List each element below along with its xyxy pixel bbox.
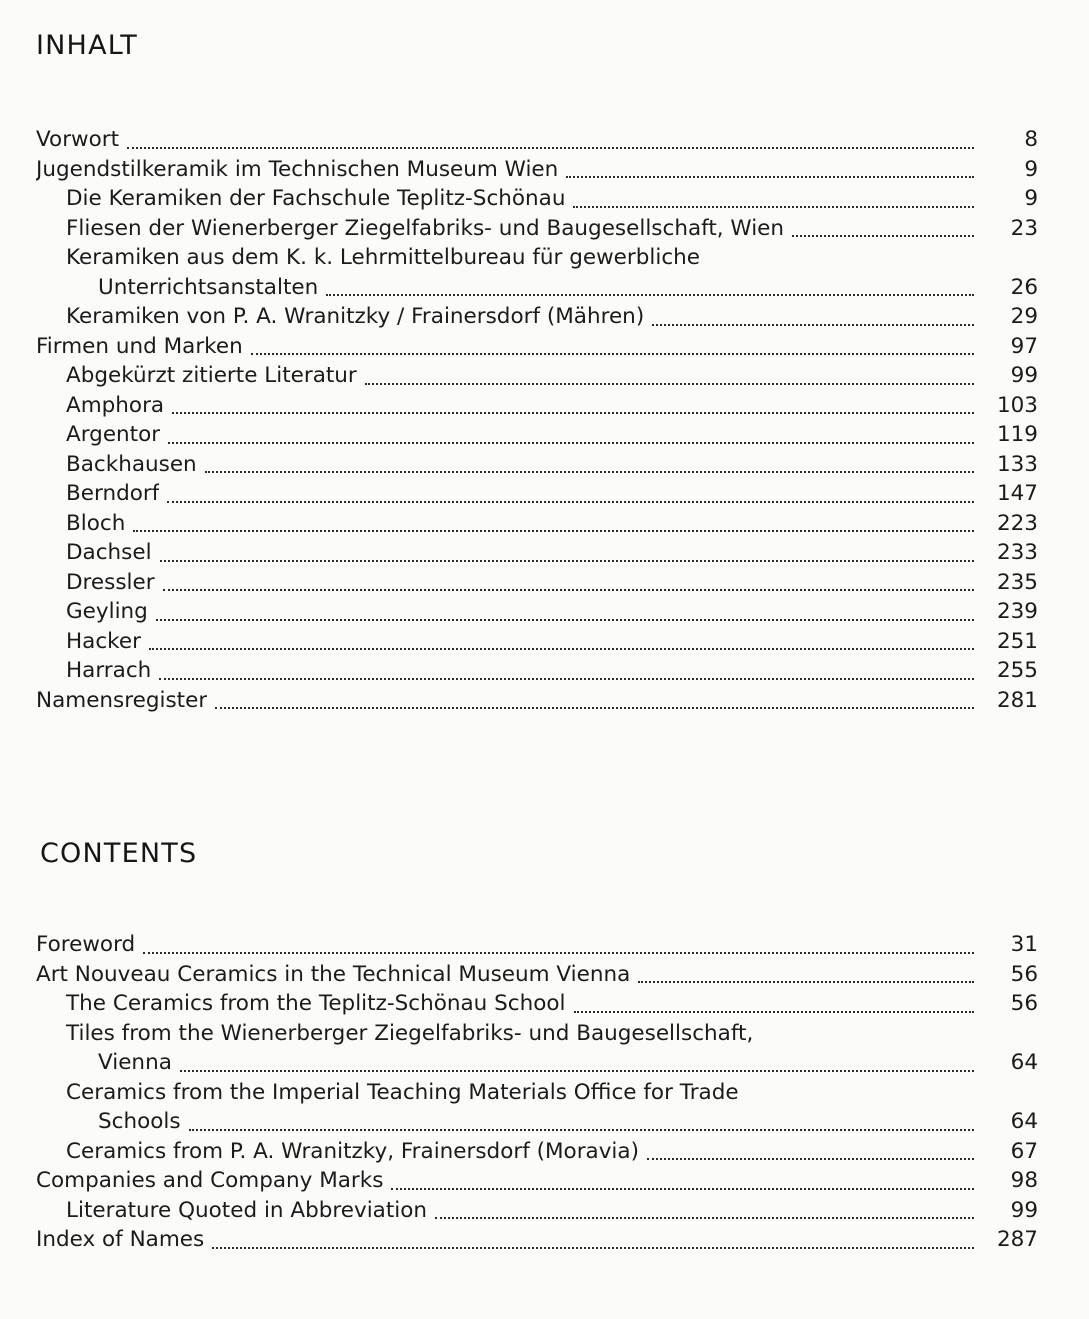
toc-page-number: 56	[1010, 991, 1038, 1016]
toc-page-number: 67	[1010, 1138, 1038, 1164]
toc-page-number: 251	[996, 628, 1038, 654]
toc-page-number: 255	[996, 658, 1038, 683]
toc-leader-dots	[215, 707, 974, 709]
toc-page-number: 133	[996, 451, 1038, 477]
toc-page-number: 235	[996, 569, 1038, 595]
toc-entry-label: Harrach	[66, 658, 152, 683]
toc-entry[interactable]	[36, 1078, 1038, 1137]
toc-page-number: 99	[1010, 363, 1038, 388]
toc-entry[interactable]	[36, 155, 1038, 185]
toc-entry[interactable]	[36, 332, 1038, 362]
toc-page-number: 64	[1010, 1050, 1038, 1075]
toc-entry[interactable]	[36, 125, 1038, 155]
toc-page-number: 287	[996, 1227, 1038, 1252]
toc-leader-dots	[133, 530, 974, 532]
toc-leader-dots	[168, 442, 974, 444]
toc-entry-label: Jugendstilkeramik im Technischen Museum Wien	[36, 156, 559, 182]
toc-entry-label: Tiles from the Wienerberger Ziegelfabriks- und Baugesellschaft,	[66, 1020, 754, 1046]
toc-leader-dots	[391, 1188, 974, 1190]
toc-page-number: 29	[1010, 304, 1038, 329]
toc-entry[interactable]	[36, 1137, 1038, 1167]
toc-leader-dots	[163, 589, 974, 591]
toc-entry[interactable]	[36, 597, 1038, 627]
toc-page-number: 99	[1010, 1197, 1038, 1223]
toc-leader-dots	[212, 1247, 974, 1249]
toc-page-number: 281	[996, 687, 1038, 713]
table-of-contents-english	[36, 930, 1038, 1255]
section-heading-inhalt: INHALT	[36, 30, 138, 61]
toc-page-number: 119	[996, 422, 1038, 447]
toc-leader-dots	[647, 1158, 974, 1160]
toc-entry[interactable]	[36, 1225, 1038, 1255]
toc-leader-dots	[167, 501, 974, 503]
toc-entry[interactable]	[36, 243, 1038, 302]
toc-entry[interactable]	[36, 450, 1038, 480]
toc-page-number: 64	[1010, 1109, 1038, 1134]
toc-page-number: 233	[996, 540, 1038, 565]
toc-entry-label: Backhausen	[66, 451, 197, 477]
toc-entry[interactable]	[36, 479, 1038, 509]
toc-entry[interactable]	[36, 989, 1038, 1019]
toc-page-number: 9	[1024, 186, 1038, 211]
toc-entry-label: Argentor	[66, 422, 161, 447]
toc-leader-dots	[149, 648, 974, 650]
toc-page-number: 239	[996, 599, 1038, 624]
toc-entry-label: Geyling	[66, 599, 148, 624]
toc-entry-label: Hacker	[66, 628, 141, 654]
toc-page-number: 147	[996, 481, 1038, 506]
toc-entry-label: Keramiken von P. A. Wranitzky / Frainersdorf (Mähren)	[66, 304, 645, 329]
toc-entry-label: Amphora	[66, 392, 165, 418]
toc-leader-dots	[574, 1011, 975, 1013]
toc-entry-label-continued: Unterrichtsanstalten	[98, 274, 319, 300]
toc-page-number: 103	[996, 392, 1038, 418]
toc-entry-label: Vorwort	[36, 127, 120, 152]
toc-page-number: 23	[1010, 215, 1038, 241]
toc-entry[interactable]	[36, 627, 1038, 657]
toc-entry-label-continued: Vienna	[98, 1050, 172, 1075]
toc-entry-label: Dressler	[66, 569, 155, 595]
toc-leader-dots	[189, 1129, 974, 1131]
toc-entry[interactable]	[36, 391, 1038, 421]
toc-page-number: 56	[1010, 961, 1038, 987]
toc-entry[interactable]	[36, 1019, 1038, 1078]
toc-entry-label: Fliesen der Wienerberger Ziegelfabriks- und Baugesellschaft, Wien	[66, 215, 785, 241]
toc-entry-label: Firmen und Marken	[36, 333, 243, 359]
toc-entry[interactable]	[36, 184, 1038, 214]
toc-page-number: 98	[1010, 1168, 1038, 1193]
toc-entry-label: Keramiken aus dem K. k. Lehrmittelbureau für gewerbliche	[66, 245, 700, 270]
toc-entry[interactable]	[36, 1196, 1038, 1226]
toc-entry[interactable]	[36, 509, 1038, 539]
toc-page-number: 97	[1010, 333, 1038, 359]
toc-leader-dots	[326, 294, 974, 296]
toc-entry[interactable]	[36, 361, 1038, 391]
toc-entry[interactable]	[36, 656, 1038, 686]
toc-entry-label: Namensregister	[36, 687, 208, 713]
toc-leader-dots	[365, 383, 974, 385]
toc-leader-dots	[652, 324, 974, 326]
toc-entry-label: Ceramics from P. A. Wranitzky, Frainersdorf (Moravia)	[66, 1138, 639, 1164]
toc-leader-dots	[792, 235, 974, 237]
table-of-contents-german	[36, 125, 1038, 715]
toc-leader-dots	[127, 147, 974, 149]
toc-entry-label: Companies and Company Marks	[36, 1168, 384, 1193]
toc-entry-label: Art Nouveau Ceramics in the Technical Museum Vienna	[36, 961, 631, 987]
toc-leader-dots	[156, 619, 974, 621]
section-heading-contents: CONTENTS	[40, 838, 198, 869]
toc-page-number: 223	[996, 510, 1038, 536]
toc-page-number: 9	[1024, 156, 1038, 182]
toc-leader-dots	[180, 1070, 974, 1072]
toc-entry-label: Literature Quoted in Abbreviation	[66, 1197, 428, 1223]
toc-entry[interactable]	[36, 420, 1038, 450]
toc-entry-label: Die Keramiken der Fachschule Teplitz-Schönau	[66, 186, 566, 211]
toc-leader-dots	[566, 176, 974, 178]
toc-entry[interactable]	[36, 1166, 1038, 1196]
toc-page-number: 8	[1024, 127, 1038, 152]
toc-leader-dots	[205, 471, 974, 473]
toc-leader-dots	[172, 412, 974, 414]
toc-entry-label: Foreword	[36, 932, 136, 957]
toc-entry[interactable]	[36, 960, 1038, 990]
toc-leader-dots	[638, 981, 974, 983]
toc-entry-label: Bloch	[66, 510, 126, 536]
toc-entry[interactable]	[36, 686, 1038, 716]
toc-leader-dots	[143, 952, 974, 954]
toc-page-number: 31	[1010, 932, 1038, 957]
toc-leader-dots	[573, 206, 974, 208]
toc-entry-label: The Ceramics from the Teplitz-Schönau School	[66, 991, 566, 1016]
toc-entry[interactable]	[36, 568, 1038, 598]
toc-entry[interactable]	[36, 930, 1038, 960]
toc-leader-dots	[251, 353, 974, 355]
toc-entry[interactable]	[36, 302, 1038, 332]
toc-entry-label: Ceramics from the Imperial Teaching Materials Office for Trade	[66, 1079, 739, 1105]
toc-entry-label: Abgekürzt zitierte Literatur	[66, 363, 357, 388]
toc-entry[interactable]	[36, 214, 1038, 244]
toc-leader-dots	[160, 560, 974, 562]
toc-entry-label: Index of Names	[36, 1227, 205, 1252]
toc-leader-dots	[159, 678, 974, 680]
toc-entry-label: Berndorf	[66, 481, 160, 506]
toc-entry-label-continued: Schools	[98, 1109, 181, 1134]
toc-entry[interactable]	[36, 538, 1038, 568]
toc-entry-label: Dachsel	[66, 540, 152, 565]
toc-page-number: 26	[1010, 274, 1038, 300]
toc-leader-dots	[435, 1217, 974, 1219]
